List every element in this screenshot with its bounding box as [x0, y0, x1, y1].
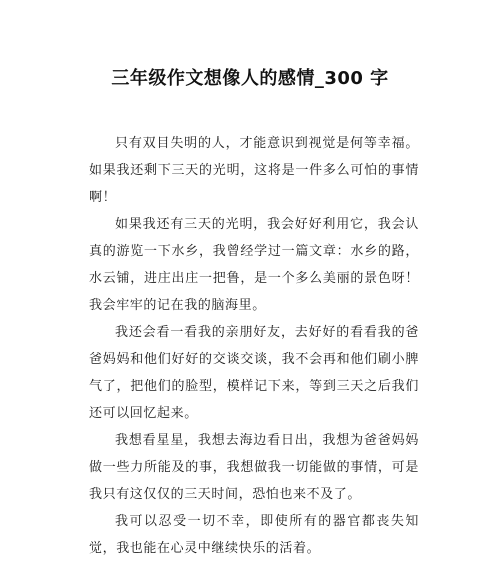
paragraph-1: 只有双目失明的人，才能意识到视觉是何等幸福。如果我还剩下三天的光明，这将是一件多么可怕的事情啊！ — [89, 136, 419, 205]
document-title: 三年级作文想像人的感情_300 字 — [111, 68, 389, 89]
paragraph-3: 我还会看一看我的亲朋好友，去好好的看看我的爸爸妈妈和他们好好的交谈交谈，我不会再和他们刷小脾气了，把他们的脸型，模样记下来，等到三天之后我们还可以回忆起来。 — [89, 325, 419, 421]
paragraph-5: 我可以忍受一切不幸，即使所有的器官都丧失知觉，我也能在心灵中继续快乐的活着。 — [89, 514, 419, 556]
paragraph-2: 如果我还有三天的光明，我会好好利用它，我会认真的游览一下水乡，我曾经学过一篇文章：水乡的路，水云铺，进庄出庄一把鲁，是一个多么美丽的景色呀！我会牢牢的记在我的脑海里。 — [89, 217, 419, 313]
paragraph-4: 我想看星星，我想去海边看日出，我想为爸爸妈妈做一些力所能及的事，我想做我一切能做的事情，可是我只有这仅仅的三天时间，恐怕也来不及了。 — [89, 433, 419, 502]
document-body — [89, 130, 419, 562]
